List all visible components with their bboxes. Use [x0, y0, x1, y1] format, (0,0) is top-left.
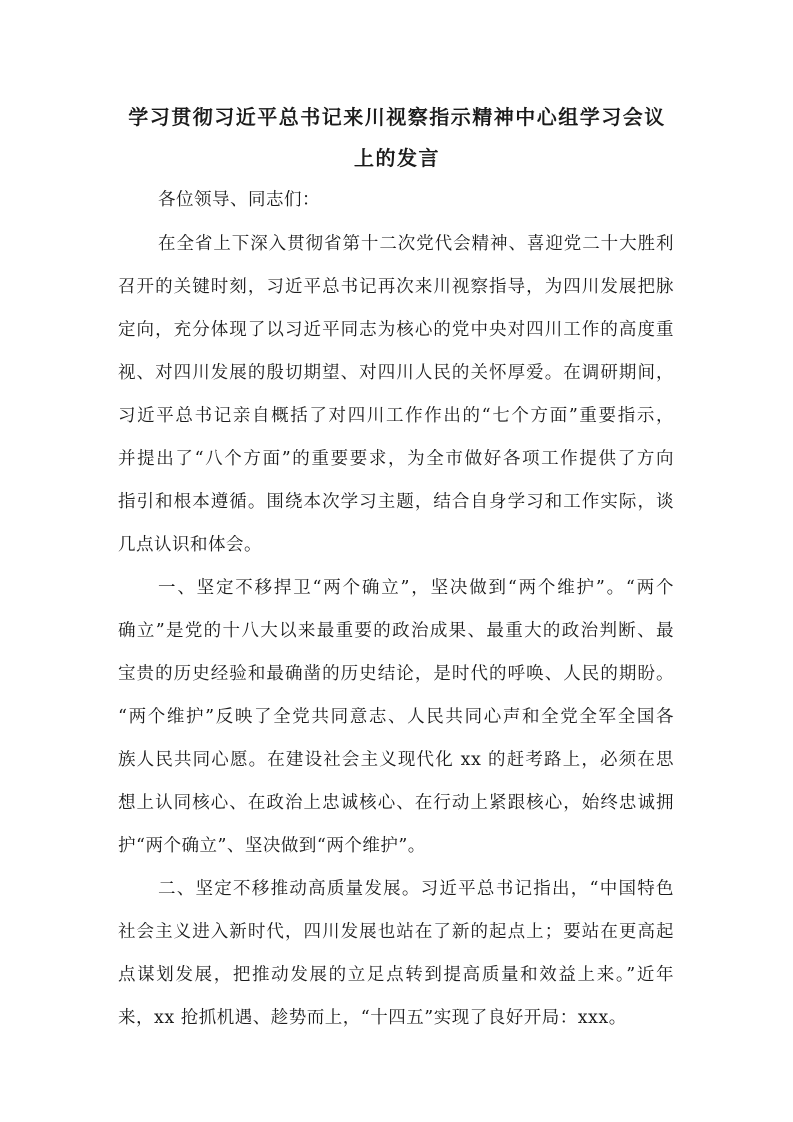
document-title-line-2: 上的发言 [354, 146, 440, 170]
paragraph-point-one-line: 护“两个确立”、坚决做到“两个维护”。 [118, 836, 426, 856]
paragraph-point-one-line: 族人民共同心愿。在建设社会主义现代化 xx 的赶考路上，必须在思 [118, 750, 674, 770]
paragraph-point-one-line: “两个维护”反映了全党共同意志、人民共同心声和全党全军全国各 [118, 707, 674, 727]
paragraph-point-one-line: 宝贵的历史经验和最确凿的历史结论，是时代的呼唤、人民的期盼。 [118, 664, 674, 684]
paragraph-intro-line: 习近平总书记亲自概括了对四川工作作出的“七个方面”重要指示， [118, 406, 674, 426]
paragraph-intro-line: 定向，充分体现了以习近平同志为核心的党中央对四川工作的高度重 [118, 320, 674, 340]
paragraph-point-two-line: 社会主义进入新时代，四川发展也站在了新的起点上；要站在更高起 [118, 922, 674, 942]
paragraph-intro-line: 并提出了“八个方面”的重要要求，为全市做好各项工作提供了方向 [118, 449, 674, 469]
paragraph-intro-line: 视、对四川发展的殷切期望、对四川人民的关怀厚爱。在调研期间， [118, 363, 674, 383]
paragraph-point-two-line: 二、坚定不移推动高质量发展。习近平总书记指出，“中国特色 [158, 879, 674, 899]
paragraph-point-one-line: 确立”是党的十八大以来最重要的政治成果、最重大的政治判断、最 [118, 621, 674, 641]
paragraph-point-one-line: 想上认同核心、在政治上忠诚核心、在行动上紧跟核心，始终忠诚拥 [118, 793, 674, 813]
paragraph-point-two-line: 点谋划发展，把推动发展的立足点转到提高质量和效益上来。”近年 [118, 965, 674, 985]
document-title-line-1: 学习贯彻习近平总书记来川视察指示精神中心组学习会议 [128, 105, 666, 129]
paragraph-intro-line: 召开的关键时刻，习近平总书记再次来川视察指导，为四川发展把脉 [118, 277, 674, 297]
paragraph-intro-line: 在全省上下深入贯彻省第十二次党代会精神、喜迎党二十大胜利 [158, 234, 674, 254]
salutation: 各位领导、同志们： [158, 190, 320, 210]
paragraph-intro-line: 几点认识和体会。 [118, 535, 262, 555]
paragraph-intro-line: 指引和根本遵循。围绕本次学习主题，结合自身学习和工作实际，谈 [118, 492, 674, 512]
paragraph-point-one-line: 一、坚定不移捍卫“两个确立”，坚决做到“两个维护”。“两个 [158, 578, 674, 598]
paragraph-point-two-line: 来，xx 抢抓机遇、趁势而上，“十四五”实现了良好开局：xxx。 [118, 1008, 627, 1028]
